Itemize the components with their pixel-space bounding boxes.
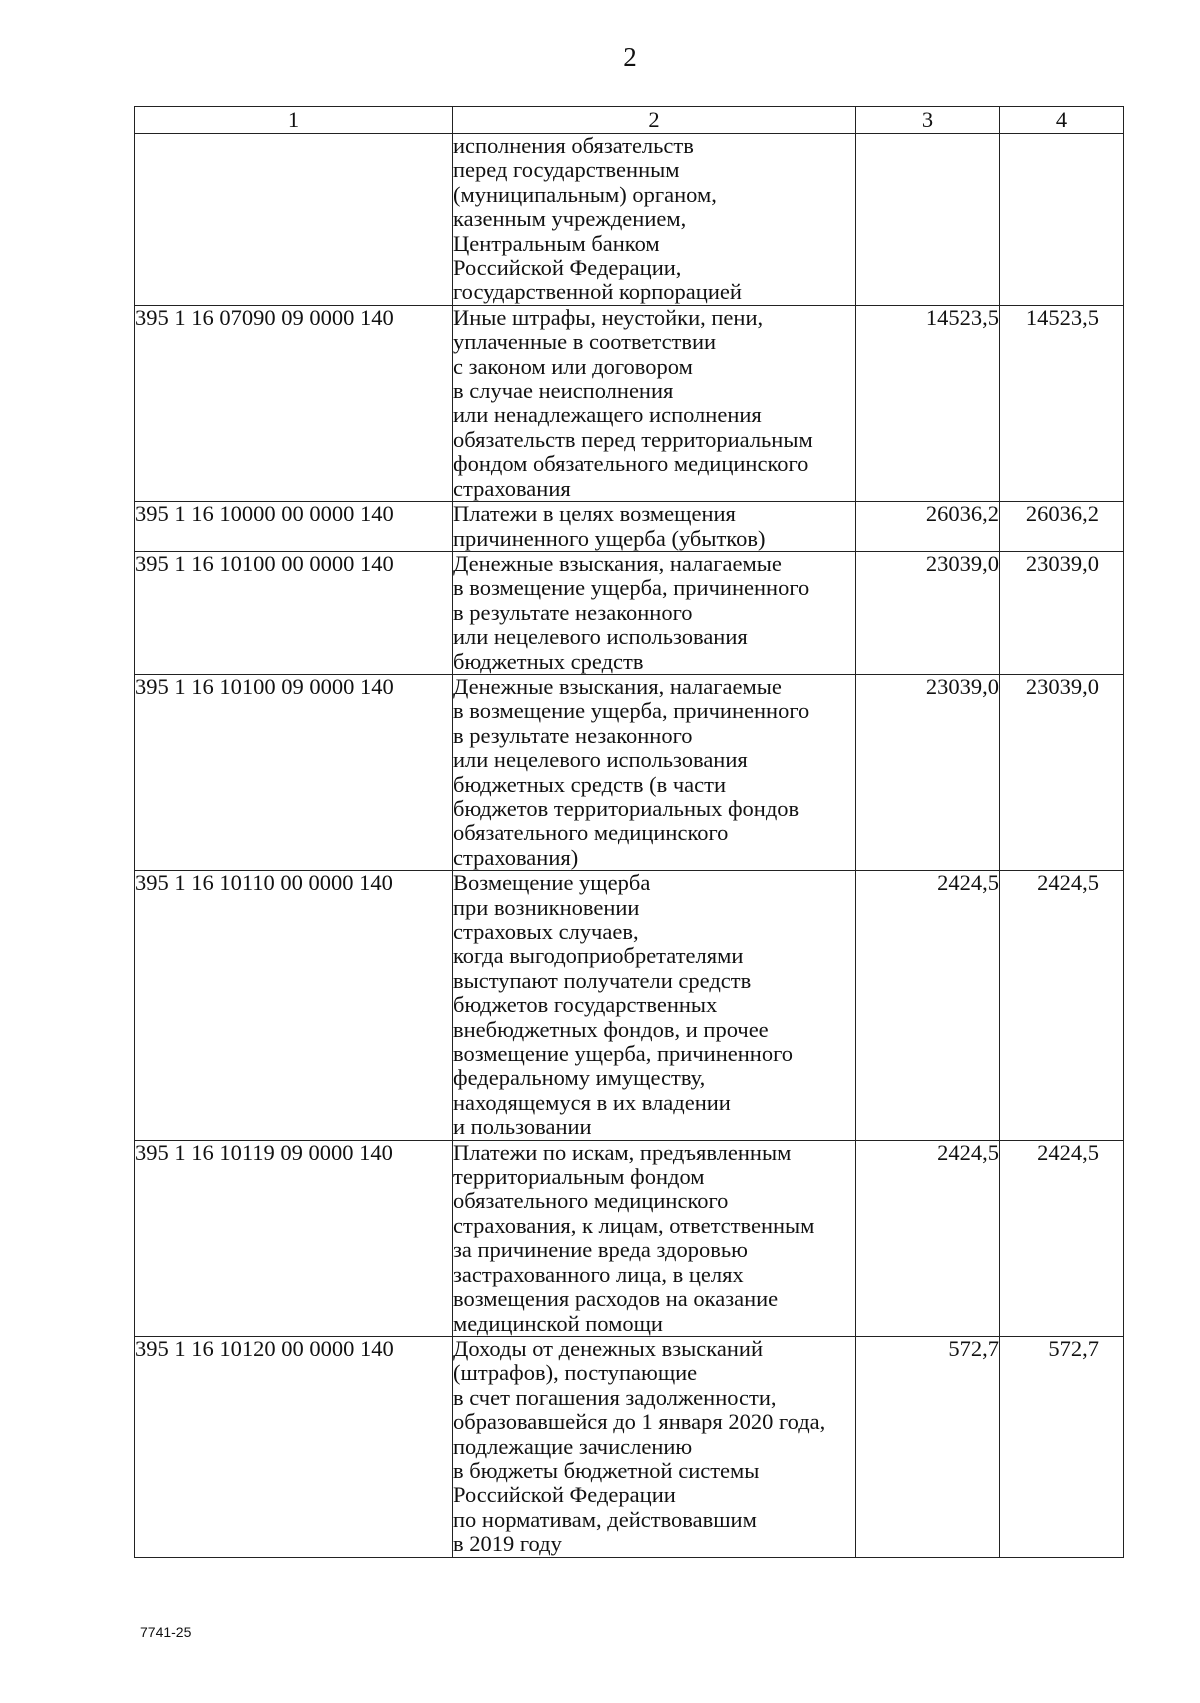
description-line: (штрафов), поступающие	[453, 1360, 698, 1386]
header-col-2: 2	[453, 107, 856, 134]
description-line: внебюджетных фондов, и прочее	[453, 1016, 769, 1042]
description-line: Российской Федерации,	[453, 255, 682, 281]
header-row	[135, 107, 1124, 134]
description-cell	[453, 871, 856, 1140]
description-line: федеральному имуществу,	[453, 1065, 706, 1091]
revenue-code-cell: 395 1 16 10110 00 0000 140	[135, 871, 453, 1140]
description-cell	[453, 1336, 856, 1557]
description-line: обязательного медицинского	[453, 820, 729, 846]
description-line: с законом или договором	[453, 353, 693, 379]
table-row	[135, 502, 1124, 552]
amount-col-4-cell: 26036,2	[1000, 502, 1124, 552]
revenue-code-cell: 395 1 16 10119 09 0000 140	[135, 1140, 453, 1336]
description-line: перед государственным	[453, 157, 680, 183]
header-col-1: 1	[135, 107, 453, 134]
description-line: в счет погашения задолженности,	[453, 1384, 777, 1410]
amount-col-3-cell: 2424,5	[856, 871, 1000, 1140]
description-line: застрахованного лица, в целях	[453, 1261, 744, 1287]
table-row	[135, 1140, 1124, 1336]
amount-col-3-cell: 23039,0	[856, 551, 1000, 674]
amount-col-3-cell	[856, 134, 1000, 306]
description-line: фондом обязательного медицинского	[453, 451, 809, 477]
revenue-code-cell	[135, 134, 453, 306]
description-line: бюджетных средств (в части	[453, 771, 727, 797]
description-line: казенным учреждением,	[453, 206, 687, 232]
revenue-code-cell: 395 1 16 10100 00 0000 140	[135, 551, 453, 674]
amount-col-3-cell: 2424,5	[856, 1140, 1000, 1336]
description-line: причиненного ущерба (убытков)	[453, 525, 766, 551]
page-number: 2	[623, 42, 637, 72]
description-cell	[453, 551, 856, 674]
description-line: обязательств перед территориальным	[453, 426, 813, 452]
description-line: по нормативам, действовавшим	[453, 1506, 757, 1532]
description-line: возмещения расходов на оказание	[453, 1286, 779, 1312]
document-code: 7741-25	[140, 1624, 192, 1640]
revenue-code-cell: 395 1 16 07090 09 0000 140	[135, 305, 453, 501]
description-line: в результате незаконного	[453, 722, 693, 748]
description-line: в возмещение ущерба, причиненного	[453, 575, 810, 601]
description-line: бюджетов территориальных фондов	[453, 795, 800, 821]
description-line: за причинение вреда здоровью	[453, 1237, 748, 1263]
description-line: Денежные взыскания, налагаемые	[453, 673, 782, 699]
header-col-4: 4	[1000, 107, 1124, 134]
description-line: Денежные взыскания, налагаемые	[453, 550, 782, 576]
description-line: страховых случаев,	[453, 919, 639, 944]
description-cell	[453, 134, 856, 306]
description-line: или нецелевого использования	[453, 747, 748, 773]
table-row	[135, 551, 1124, 674]
description-line: (муниципальным) органом,	[453, 181, 717, 207]
amount-col-3-cell: 23039,0	[856, 674, 1000, 870]
description-line: медицинской помощи	[453, 1310, 663, 1336]
table-row	[135, 871, 1124, 1140]
amount-col-3-cell: 26036,2	[856, 502, 1000, 552]
table-body	[135, 134, 1124, 1558]
description-line: или нецелевого использования	[453, 624, 748, 650]
amount-col-4-cell: 23039,0	[1000, 674, 1124, 870]
amount-col-3-cell: 14523,5	[856, 305, 1000, 501]
description-cell	[453, 502, 856, 552]
revenue-code-cell: 395 1 16 10000 00 0000 140	[135, 502, 453, 552]
description-cell	[453, 305, 856, 501]
description-line: Доходы от денежных взысканий	[453, 1335, 763, 1361]
description-cell	[453, 674, 856, 870]
table-header	[135, 107, 1124, 134]
description-line: или ненадлежащего исполнения	[453, 402, 762, 428]
description-line: бюджетов государственных	[453, 992, 718, 1018]
revenue-code-cell: 395 1 16 10100 09 0000 140	[135, 674, 453, 870]
description-line: бюджетных средств	[453, 648, 644, 674]
description-cell	[453, 1140, 856, 1336]
description-line: территориальным фондом	[453, 1164, 705, 1190]
description-line: в 2019 году	[453, 1531, 562, 1557]
amount-col-4-cell	[1000, 134, 1124, 306]
description-line: и пользовании	[453, 1114, 592, 1140]
description-line: образовавшейся до 1 января 2020 года,	[453, 1409, 826, 1435]
description-line: выступают получатели средств	[453, 967, 752, 993]
description-line: в случае неисполнения	[453, 378, 674, 404]
description-line: страхования	[453, 475, 571, 501]
description-line: подлежащие зачислению	[453, 1433, 693, 1459]
description-line: Платежи по искам, предъявленным	[453, 1139, 792, 1165]
description-line: Иные штрафы, неустойки, пени,	[453, 304, 764, 330]
description-line: при возникновении	[453, 894, 640, 920]
table-row	[135, 305, 1124, 501]
amount-col-4-cell: 14523,5	[1000, 305, 1124, 501]
description-line: обязательного медицинского	[453, 1188, 729, 1214]
description-line: когда выгодоприобретателями	[453, 943, 744, 969]
description-line: государственной корпорацией	[453, 279, 742, 305]
description-line: страхования)	[453, 844, 579, 870]
description-line: Возмещение ущерба	[453, 870, 651, 896]
revenue-code-cell: 395 1 16 10120 00 0000 140	[135, 1336, 453, 1557]
description-line: Платежи в целях возмещения	[453, 501, 736, 527]
description-line: страхования, к лицам, ответственным	[453, 1212, 815, 1238]
amount-col-3-cell: 572,7	[856, 1336, 1000, 1557]
table-row	[135, 674, 1124, 870]
description-line: находящемуся в их владении	[453, 1089, 731, 1115]
description-line: Российской Федерации	[453, 1482, 676, 1508]
description-line: в возмещение ущерба, причиненного	[453, 698, 810, 724]
amount-col-4-cell: 2424,5	[1000, 1140, 1124, 1336]
amount-col-4-cell: 23039,0	[1000, 551, 1124, 674]
description-line: в бюджеты бюджетной системы	[453, 1457, 760, 1483]
header-col-3: 3	[856, 107, 1000, 134]
description-line: исполнения обязательств	[453, 133, 694, 158]
description-line: в результате незаконного	[453, 599, 693, 625]
budget-revenue-table	[134, 106, 1124, 1558]
table-row	[135, 1336, 1124, 1557]
amount-col-4-cell: 572,7	[1000, 1336, 1124, 1557]
amount-col-4-cell: 2424,5	[1000, 871, 1124, 1140]
description-line: возмещение ущерба, причиненного	[453, 1041, 793, 1067]
description-line: Центральным банком	[453, 230, 660, 256]
description-line: уплаченные в соответствии	[453, 329, 717, 355]
table-row	[135, 134, 1124, 306]
